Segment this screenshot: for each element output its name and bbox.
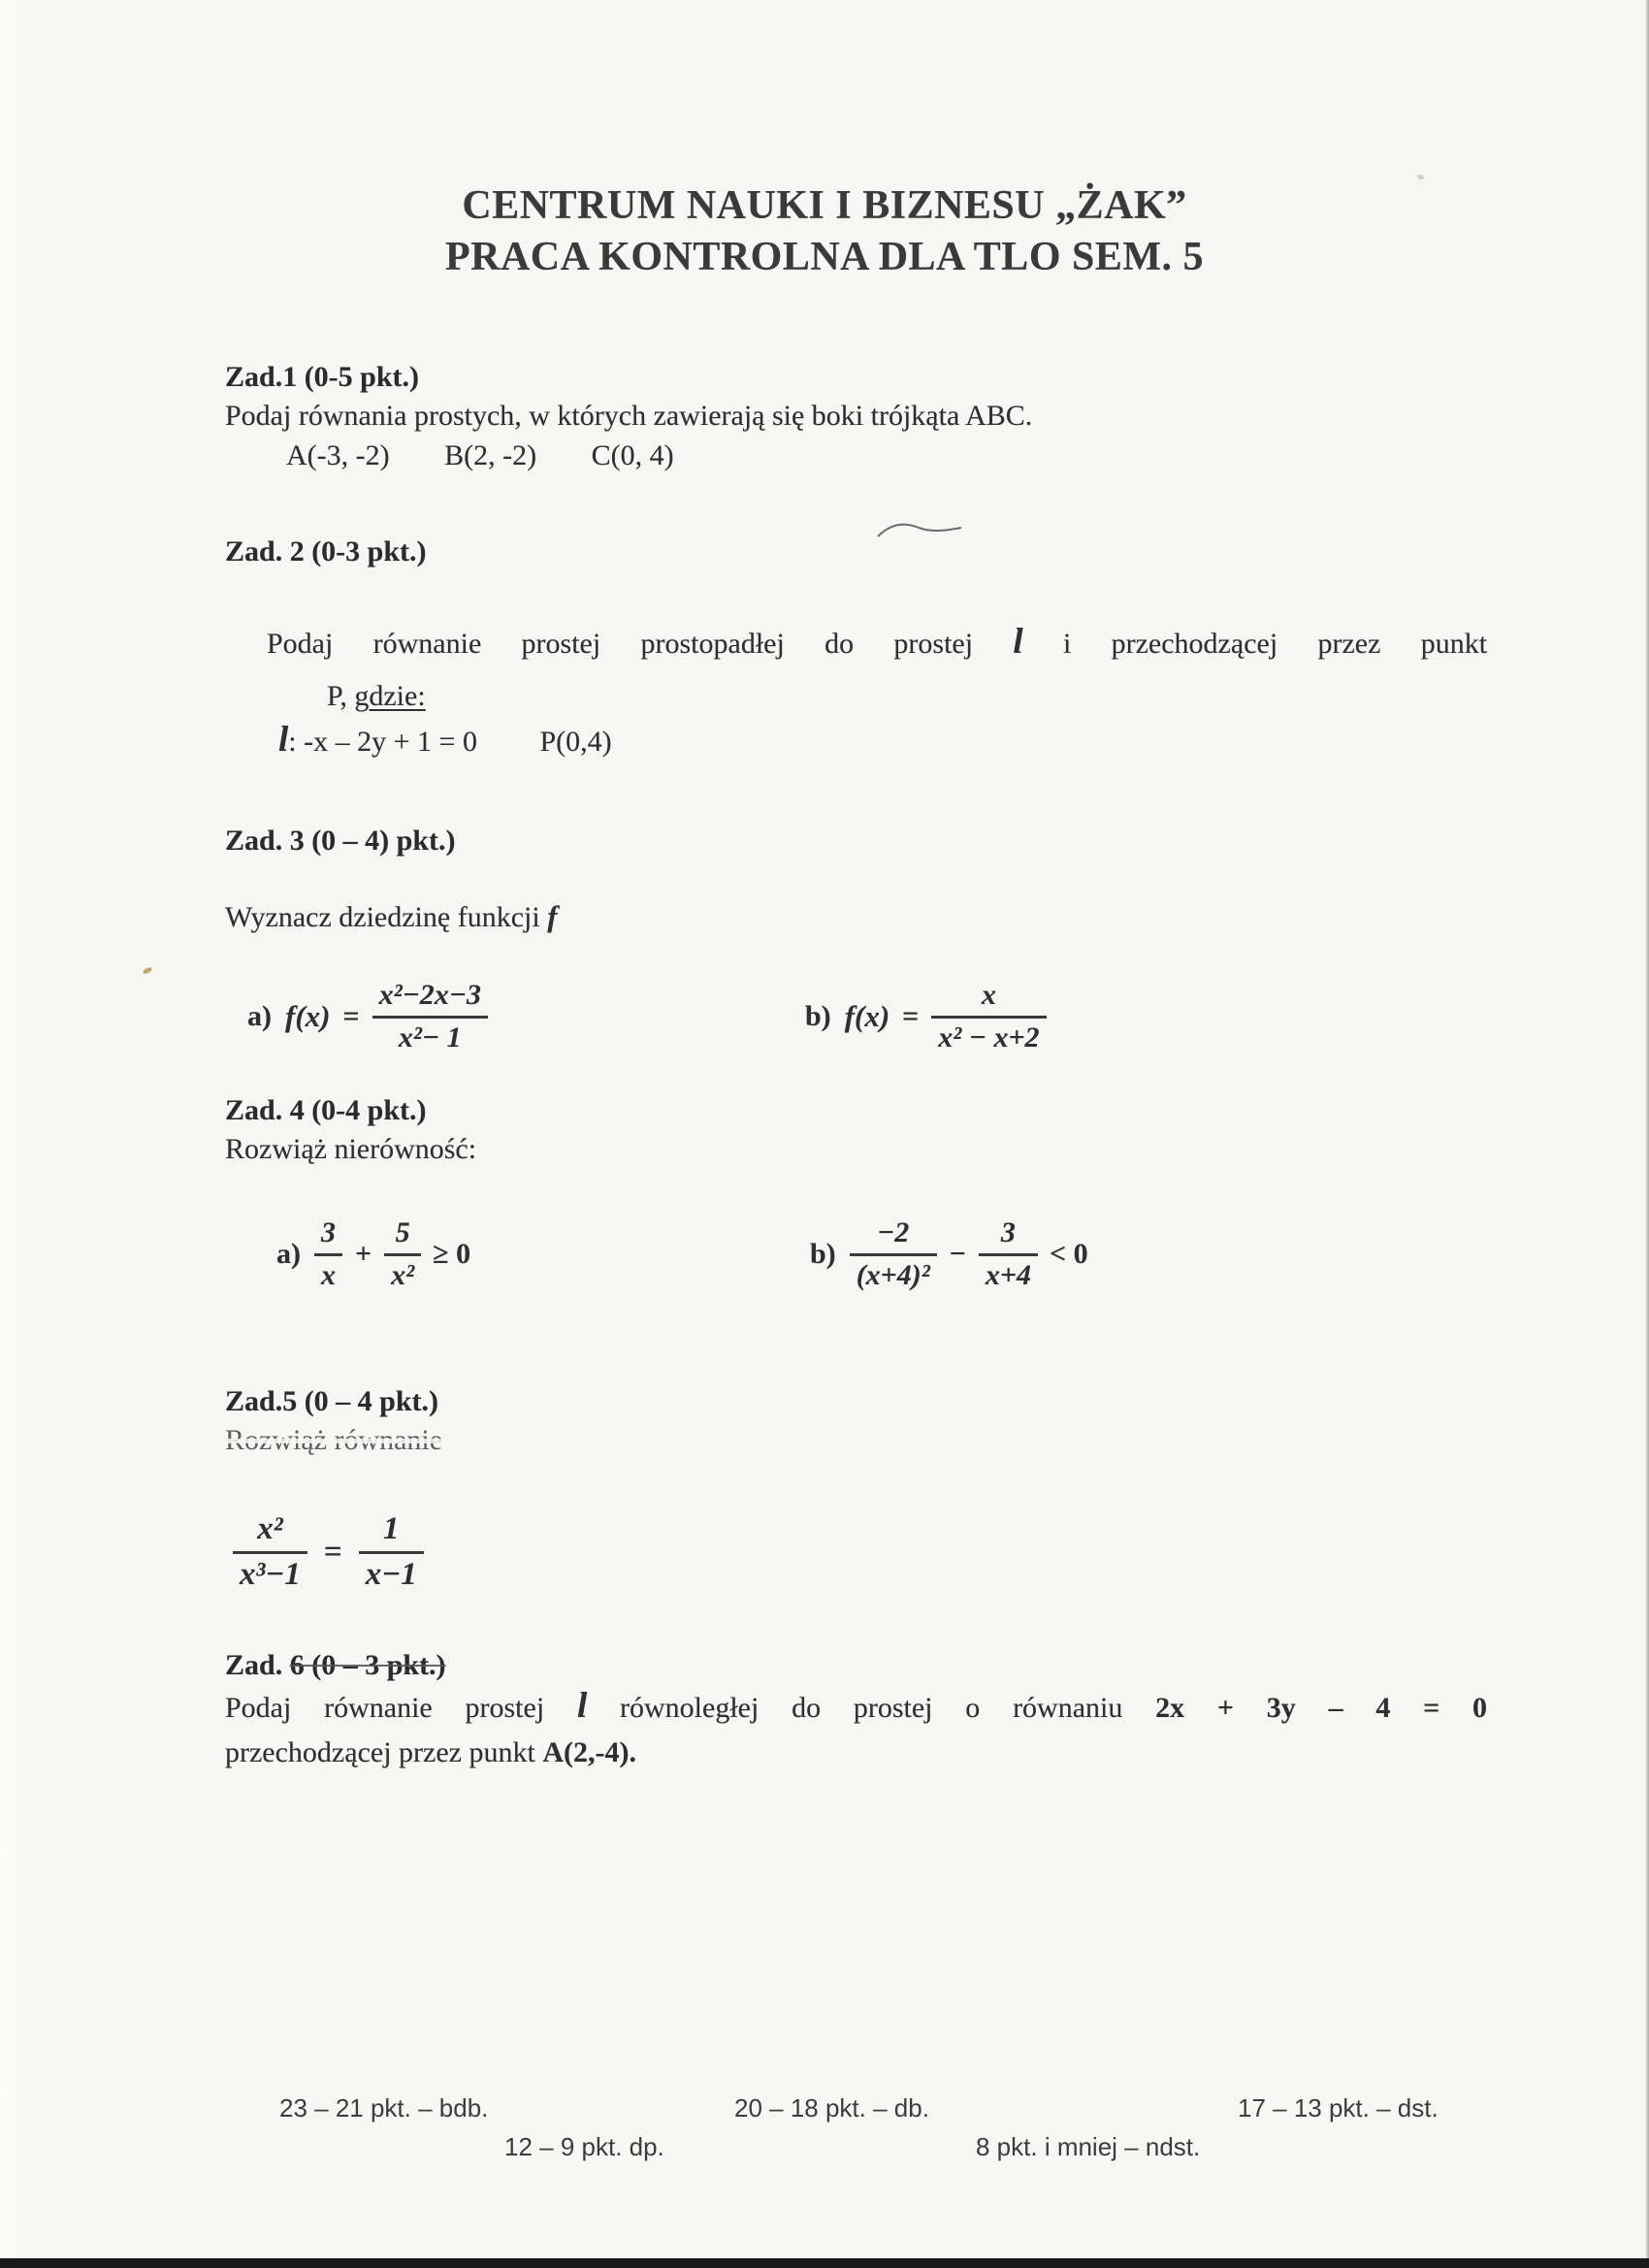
zad4-a-fraction-2: [384, 1216, 421, 1292]
zad5-equation: [233, 1504, 424, 1601]
zad5-fraction-1: [233, 1511, 307, 1594]
zad2-line-l-symbol: l: [1013, 622, 1023, 662]
zad4-a-relation: ≥ 0: [433, 1238, 471, 1270]
zad3-b-fx: f(x): [844, 999, 890, 1033]
zad4-a-f2-num: 5: [384, 1216, 421, 1256]
zad3-b-numerator: x: [931, 979, 1046, 1019]
zad3-a-fraction: [372, 979, 488, 1054]
zad4-heading: Zad. 4 (0-4 pkt.): [225, 1094, 427, 1126]
zad1-body: Podaj równania prostych, w których zawierają się boki trójkąta ABC.: [225, 400, 1033, 432]
zad3-a-label: a): [247, 1000, 272, 1032]
scan-left-light-band: [0, 0, 39, 2258]
zad3-heading: Zad. 3 (0 – 4) pkt.): [225, 825, 456, 857]
zad1-points: [286, 439, 674, 472]
zad3-b-equals: =: [902, 1000, 920, 1032]
scan-right-edge-shadow: [1645, 0, 1649, 2258]
zad5-f2-num: 1: [359, 1511, 424, 1554]
zad5-body: Rozwiąż równanie: [225, 1424, 443, 1456]
zad3-b-label: b): [805, 1000, 831, 1032]
zad3-f-symbol: f: [547, 899, 558, 933]
zad2-line2-gdzie: gdzie:: [354, 680, 426, 712]
zad6-point-a: A(2,-4).: [542, 1736, 636, 1768]
zad6-line1-equation: 2x + 3y – 4 = 0: [1155, 1692, 1488, 1724]
zad2-line1: [267, 624, 1487, 661]
zad2-line1-pre: Podaj równanie prostej prostopadłej do prostej: [267, 628, 974, 660]
title-line-2: PRACA KONTROLNA DLA TLO SEM. 5: [444, 235, 1204, 279]
zad4-b-f2-den: x+4: [985, 1258, 1031, 1291]
zad4-a-f2-den: x²: [391, 1258, 415, 1291]
zad6-line1: [225, 1688, 1487, 1725]
scan-bottom-black-strip: [0, 2258, 1649, 2268]
zad6-l-symbol: l: [576, 1686, 588, 1726]
zad2-equation-line: [278, 722, 612, 759]
zad2-eq-l-symbol: l: [278, 720, 289, 760]
zad2-heading: Zad. 2 (0-3 pkt.): [225, 535, 427, 567]
zad1-heading: Zad.1 (0-5 pkt.): [225, 361, 420, 393]
grade-bdb: 23 – 21 pkt. – bdb.: [279, 2093, 489, 2122]
grade-dst: 17 – 13 pkt. – dst.: [1238, 2093, 1439, 2122]
zad2-line2: [327, 680, 426, 713]
zad2-line1-post: i przechodzącej przez punkt: [1062, 628, 1488, 660]
zad6-line2: [225, 1736, 636, 1769]
zad4-a-label: a): [276, 1238, 301, 1270]
paper-speck-faint: [1416, 174, 1424, 180]
zad4-b-relation: < 0: [1049, 1238, 1088, 1270]
zad4-b-fraction-2: [979, 1216, 1038, 1292]
zad2-point-p: P(0,4): [539, 726, 612, 758]
zad2-eq-colon: :: [288, 726, 297, 758]
zad3-a-numerator: x²−2x−3: [372, 979, 488, 1019]
zad4-a-fraction-1: [314, 1216, 342, 1292]
zad3-formula-b: [805, 968, 1047, 1065]
zad4-b-f2-num: 3: [979, 1216, 1038, 1256]
zad6-line2-pre: przechodzącej przez punkt: [225, 1736, 543, 1768]
zad4-b-f1-den: (x+4)²: [856, 1258, 930, 1291]
zad5-fraction-2: [359, 1511, 424, 1594]
grade-db: 20 – 18 pkt. – db.: [734, 2093, 929, 2122]
zad5-equals: =: [323, 1534, 342, 1570]
zad4-inequality-a: [276, 1206, 470, 1303]
zad4-a-plus: +: [355, 1238, 372, 1270]
zad3-b-fraction: [931, 979, 1046, 1054]
zad4-a-f1-den: x: [321, 1258, 336, 1291]
zad2-line2-p: P,: [327, 680, 355, 712]
document-title: [24, 180, 1625, 283]
zad6-heading: [225, 1649, 446, 1682]
zad4-body: Rozwiąż nierówność:: [225, 1133, 477, 1165]
pen-squiggle-mark: [876, 518, 965, 545]
zad2-equation: -x – 2y + 1 = 0: [304, 726, 477, 758]
zad4-a-f1-num: 3: [314, 1216, 342, 1256]
zad6-line1-mid: równoległej do prostej o równaniu: [620, 1692, 1123, 1724]
zad3-a-equals: =: [342, 1000, 360, 1032]
point-b: B(2, -2): [444, 439, 537, 471]
point-a: A(-3, -2): [286, 439, 390, 471]
zad3-a-denominator: x²− 1: [398, 1021, 462, 1053]
point-c: C(0, 4): [591, 439, 674, 471]
zad3-body: [225, 899, 558, 934]
zad6-heading-struck: 6 (0 – 3 pkt.): [289, 1649, 446, 1681]
zad5-f1-num: x²: [233, 1511, 307, 1554]
zad4-b-minus: −: [949, 1238, 966, 1270]
zad4-b-f1-num: −2: [850, 1216, 937, 1256]
grade-ndst: 8 pkt. i mniej – ndst.: [976, 2132, 1201, 2161]
zad4-b-label: b): [810, 1238, 836, 1270]
zad6-line1-pre: Podaj równanie prostej: [225, 1692, 545, 1724]
title-line-1: CENTRUM NAUKI I BIZNESU „ŻAK”: [462, 183, 1187, 228]
zad5-heading: Zad.5 (0 – 4 pkt.): [225, 1385, 439, 1417]
zad6-heading-pre: Zad.: [225, 1649, 290, 1681]
zad3-body-text: Wyznacz dziedzinę funkcji: [225, 901, 540, 933]
zad4-b-fraction-1: [850, 1216, 937, 1292]
zad5-f1-den: x³−1: [240, 1556, 301, 1592]
paper-speck: [142, 966, 152, 975]
zad3-formula-a: [247, 968, 488, 1065]
zad3-b-denominator: x² − x+2: [938, 1021, 1040, 1053]
grade-dp: 12 – 9 pkt. dp.: [504, 2132, 664, 2161]
zad5-f2-den: x−1: [365, 1556, 417, 1592]
zad4-inequality-b: [810, 1206, 1088, 1303]
zad3-a-fx: f(x): [285, 999, 331, 1033]
